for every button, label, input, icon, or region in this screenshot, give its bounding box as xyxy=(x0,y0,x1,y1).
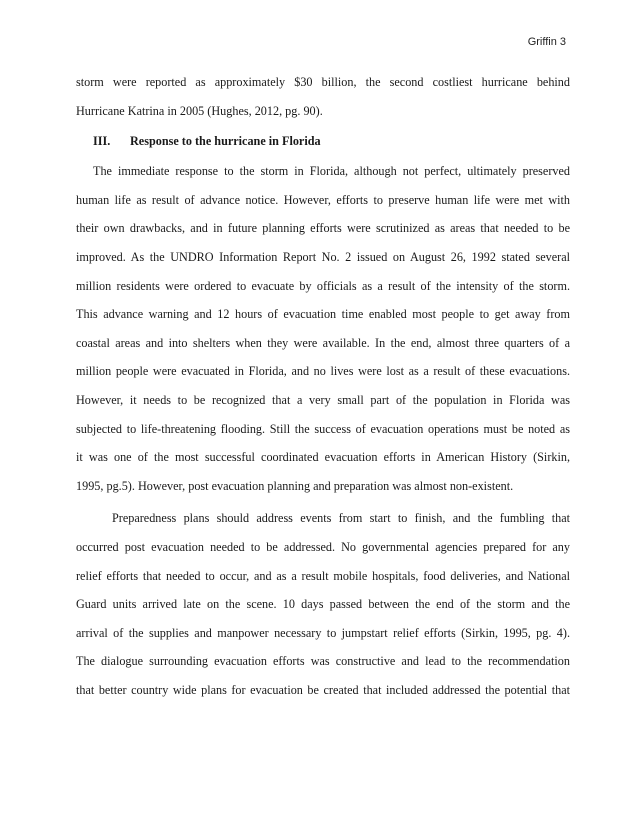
text-line: occurred post evacuation needed to be addressed. No governmental agencies prepared for any xyxy=(76,539,570,554)
text-line: subjected to life-threatening flooding. Still the success of evacuation operations must be noted as xyxy=(76,421,570,436)
text-line: arrival of the supplies and manpower necessary to jumpstart relief efforts (Sirkin, 1995, pg. 4). xyxy=(76,625,570,640)
text-line: storm were reported as approximately $30 billion, the second costliest hurricane behind xyxy=(76,75,570,89)
text-line: human life as result of advance notice. However, efforts to preserve human life were met with xyxy=(76,192,570,207)
text-line: it was one of the most successful coordinated evacuation efforts in American History (Sirkin, xyxy=(76,450,570,465)
text-line: Guard units arrived late on the scene. 10 days passed between the end of the storm and the xyxy=(76,597,570,612)
text-line: This advance warning and 12 hours of evacuation time enabled most people to get away from xyxy=(76,307,570,322)
text-line: relief efforts that needed to occur, and as a result mobile hospitals, food deliveries, and National xyxy=(76,568,570,583)
section-title: Response to the hurricane in Florida xyxy=(130,133,321,148)
text-line: Preparedness plans should address events from start to finish, and the fumbling that xyxy=(112,511,570,526)
text-line: their own drawbacks, and in future planning efforts were scrutinized as areas that needed to be xyxy=(76,221,570,236)
section-heading xyxy=(76,125,570,157)
text-line: coastal areas and into shelters when they were available. In the end, almost three quarters of a xyxy=(76,335,570,350)
section-number: III. xyxy=(93,133,111,148)
text-line: However, it needs to be recognized that a very small part of the population in Florida was xyxy=(76,392,570,407)
text-line: million residents were ordered to evacuate by officials as a result of the intensity of the storm. xyxy=(76,278,570,293)
text-line: that better country wide plans for evacuation be created that included addressed the potential that xyxy=(76,682,570,697)
text-line: The dialogue surrounding evacuation efforts was constructive and lead to the recommendation xyxy=(76,654,570,669)
text-line: Hurricane Katrina in 2005 (Hughes, 2012, pg. 90). xyxy=(76,103,323,118)
running-head: Griffin 3 xyxy=(527,36,566,48)
body-text xyxy=(76,68,570,704)
text-line: 1995, pg.5). However, post evacuation planning and preparation was almost non-existent. xyxy=(76,478,514,493)
text-line: improved. As the UNDRO Information Report No. 2 issued on August 26, 1992 stated several xyxy=(76,249,570,264)
text-line: million people were evacuated in Florida, and no lives were lost as a result of these evacuations. xyxy=(76,364,570,379)
text-line: The immediate response to the storm in Florida, although not perfect, ultimately preserved xyxy=(93,164,570,179)
